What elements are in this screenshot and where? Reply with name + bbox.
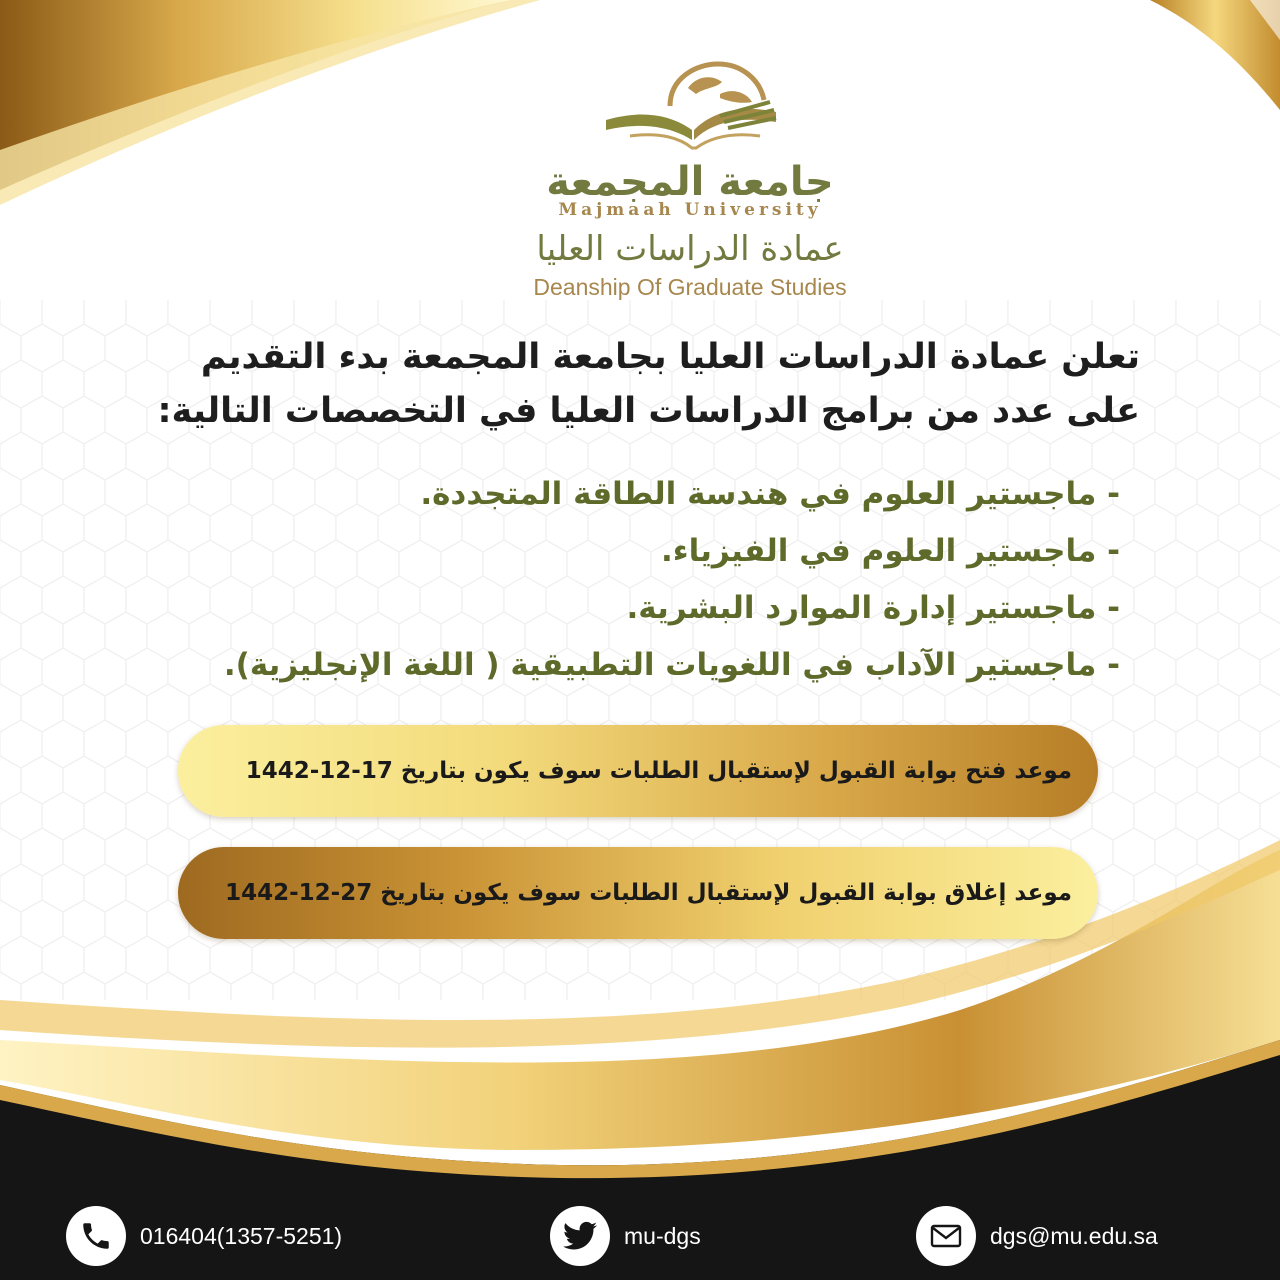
- program-item: - ماجستير العلوم في الفيزياء.: [660, 533, 1120, 569]
- program-item: - ماجستير إدارة الموارد البشرية.: [626, 590, 1120, 626]
- email-address: dgs@mu.edu.sa: [990, 1222, 1158, 1249]
- program-item: - ماجستير العلوم في هندسة الطاقة المتجددة.: [420, 476, 1120, 512]
- university-name-english: Majmaah University: [558, 200, 822, 220]
- intro-line-1: تعلن عمادة الدراسات العليا بجامعة المجمعة بدء التقديم: [200, 337, 1140, 377]
- program-item: - ماجستير الآداب في اللغويات التطبيقية ( اللغة الإنجليزية).: [223, 647, 1120, 683]
- phone-number: 016404(1357-5251): [140, 1222, 343, 1249]
- university-logo: [500, 58, 880, 308]
- twitter-handle: mu-dgs: [624, 1222, 701, 1249]
- phone-icon: [66, 1206, 126, 1266]
- university-name-arabic: جامعة المجمعة: [546, 159, 834, 205]
- contact-phone[interactable]: [66, 1205, 342, 1267]
- contact-email[interactable]: [916, 1205, 1158, 1267]
- intro-line-2: على عدد من برامج الدراسات العليا في التخصصات التالية:: [157, 391, 1140, 431]
- mail-icon: [916, 1206, 976, 1266]
- deanship-name-english: Deanship Of Graduate Studies: [533, 274, 847, 300]
- open-book-globe-icon: [600, 58, 780, 153]
- deanship-name-arabic: عمادة الدراسات العليا: [536, 229, 844, 269]
- programs-list: [130, 466, 1120, 694]
- twitter-icon: [550, 1206, 610, 1266]
- portal-open-date-text: موعد فتح بوابة القبول لإستقبال الطلبات سوف يكون بتاريخ 17-12-1442: [245, 758, 1072, 784]
- announcement-intro: [120, 330, 1140, 438]
- contact-twitter[interactable]: [550, 1205, 701, 1267]
- portal-close-date-text: موعد إغلاق بوابة القبول لإستقبال الطلبات سوف يكون بتاريخ 27-12-1442: [225, 880, 1072, 906]
- portal-open-date-banner: [178, 725, 1098, 817]
- portal-close-date-banner: [178, 847, 1098, 939]
